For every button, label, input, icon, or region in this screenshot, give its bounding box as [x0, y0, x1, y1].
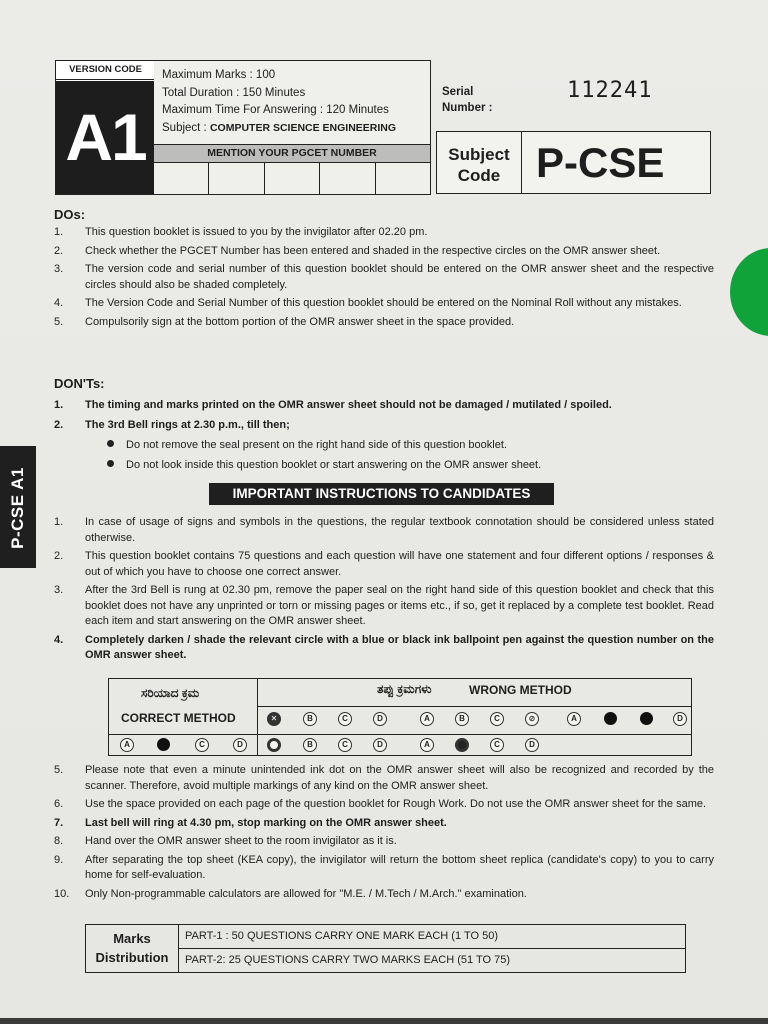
list-item: 6. Use the space provided on each page of the question booklet for Rough Work. Do not use the OMR answer sheet for the same. — [54, 798, 707, 810]
marks-distribution-table — [85, 924, 686, 973]
pgcet-cell — [320, 163, 375, 194]
list-item: 4. The Version Code and Serial Number of this question booklet should be entered on the Nominal Roll without any mistakes. — [54, 297, 682, 309]
version-code-value: A1 — [56, 81, 155, 195]
subject-code-label: Subject Code — [437, 132, 522, 193]
correct-method-label: CORRECT METHOD — [121, 711, 236, 725]
pgcet-number-cells — [154, 163, 430, 194]
exam-info-box — [154, 60, 431, 195]
bubble-b: B — [455, 712, 469, 726]
list-item: 5. Compulsorily sign at the bottom portion of the OMR answer sheet in the space provided. — [54, 315, 515, 328]
list-item: 2. This question booklet contains 75 questions and each question will have one statement and four different options / responses & out of which you have to choose one correct answer. — [54, 550, 714, 578]
max-marks: Maximum Marks : 100 — [162, 69, 276, 81]
bubble-filled — [640, 712, 653, 725]
subject-code-box — [436, 131, 711, 194]
instructions-list-b — [54, 763, 714, 902]
donts-list — [54, 398, 714, 433]
bubble-c: C — [338, 712, 352, 726]
pgcet-cell — [209, 163, 264, 194]
donts-heading: DON'Ts: — [54, 376, 105, 391]
bubble-filled — [604, 712, 617, 725]
bubble-d: D — [373, 712, 387, 726]
marking-method-table — [108, 678, 692, 756]
list-item: 3. The version code and serial number of this question booklet should be entered on the OMR answer sheet and the respective circles should also be shaded completely. — [54, 263, 714, 291]
bubble-partial — [455, 738, 469, 752]
max-answer-time: Maximum Time For Answering : 120 Minutes — [162, 104, 389, 116]
bubble-filled — [157, 738, 170, 751]
bubble-a: A — [420, 738, 434, 752]
important-instructions-heading: IMPORTANT INSTRUCTIONS TO CANDIDATES — [209, 483, 554, 505]
list-item: 1. This question booklet is issued to you by the invigilator after 02.20 pm. — [54, 226, 428, 238]
serial-number: 112241 — [567, 78, 653, 103]
bubble-d: D — [525, 738, 539, 752]
bubble-b: B — [303, 738, 317, 752]
serial-number-label: Serial Number : — [442, 86, 493, 114]
list-item: 8. Hand over the OMR answer sheet to the room invigilator as it is. — [54, 835, 397, 847]
list-item: 10. Only Non-programmable calculators are allowed for "M.E. / M.Tech / M.Arch." examination. — [54, 887, 527, 900]
bubble-slashed: ⊘ — [525, 712, 539, 726]
bubble-c: C — [490, 738, 504, 752]
bubble-crossed: ✕ — [267, 712, 281, 726]
bubble-d: D — [373, 738, 387, 752]
subject-line: Subject : COMPUTER SCIENCE ENGINEERING — [162, 121, 397, 134]
marks-distribution-label: Marks Distribution — [86, 925, 179, 972]
version-code-label: VERSION CODE — [56, 61, 155, 80]
subject-name: COMPUTER SCIENCE ENGINEERING — [209, 121, 397, 134]
total-duration: Total Duration : 150 Minutes — [162, 86, 306, 99]
list-item: 1. In case of usage of signs and symbols in the questions, the regular textbook connotation should be considered unless stated otherwise. — [54, 516, 714, 544]
list-item: 2. The 3rd Bell rings at 2.30 p.m., till then; — [54, 418, 290, 431]
bullet-item: Do not look inside this question booklet or start answering on the OMR answer sheet. — [107, 458, 541, 474]
bubble-a: A — [567, 712, 581, 726]
bubble-a: A — [420, 712, 434, 726]
bubble-partial — [267, 738, 281, 752]
list-item: 5. Please note that even a minute unintended ink dot on the OMR answer sheet will also be recognized and recorded by the scanner. Therefore, avoid multiple markings of any kind on the OMR answer sheet. — [54, 764, 714, 792]
wrong-method-kannada: ತಪ್ಪು ಕ್ರಮಗಳು — [377, 682, 432, 696]
bubble-a: A — [120, 738, 134, 752]
correct-method-kannada: ಸರಿಯಾದ ಕ್ರಮ — [141, 686, 200, 700]
bottom-edge — [0, 1018, 768, 1024]
dos-heading: DOs: — [54, 207, 86, 222]
marks-part-2: PART-2: 25 QUESTIONS CARRY TWO MARKS EACH (51 TO 75) — [185, 954, 510, 966]
dos-list — [54, 225, 714, 330]
list-item: 7. Last bell will ring at 4.30 pm, stop marking on the OMR answer sheet. — [54, 816, 447, 829]
subject-code-value: P-CSE — [536, 139, 665, 186]
pgcet-cell — [376, 163, 430, 194]
bubble-d: D — [673, 712, 687, 726]
wrong-method-label: WRONG METHOD — [469, 683, 572, 697]
pgcet-cell — [265, 163, 320, 194]
bubble-c: C — [490, 712, 504, 726]
pgcet-cell — [154, 163, 209, 194]
bullet-item: Do not remove the seal present on the right hand side of this question booklet. — [107, 438, 507, 454]
list-item: 9. After separating the top sheet (KEA copy), the invigilator will return the bottom sheet replica (candidate's copy) to you to carry home for self-evaluation. — [54, 853, 714, 881]
list-item: 4. Completely darken / shade the relevant circle with a blue or black ink ballpoint pen against the question number on the OMR answer sheet. — [54, 633, 714, 661]
list-item: 1. The timing and marks printed on the OMR answer sheet should not be damaged / mutilated / spoiled. — [54, 399, 612, 411]
list-item: 2. Check whether the PGCET Number has been entered and shaded in the respective circles on the OMR answer sheet. — [54, 244, 661, 257]
instructions-list-a — [54, 515, 714, 664]
bubble-d: D — [233, 738, 247, 752]
side-tab-label: P-CSE A1 — [8, 467, 27, 549]
bubble-c: C — [338, 738, 352, 752]
version-code-box — [55, 60, 156, 195]
green-seal-dot — [730, 248, 768, 336]
bubble-b: B — [303, 712, 317, 726]
marks-part-1: PART-1 : 50 QUESTIONS CARRY ONE MARK EACH (1 TO 50) — [179, 925, 685, 949]
mention-pgcet-label: MENTION YOUR PGCET NUMBER — [154, 144, 430, 163]
bubble-c: C — [195, 738, 209, 752]
list-item: 3. After the 3rd Bell is rung at 02.30 pm, remove the paper seal on the right hand side of this question booklet and check that this booklet does not have any unprinted or torn or missing pages or items etc., if so, get it replaced by a complete test booklet. Read each item and start answering on the OMR answer sheet. — [54, 584, 714, 627]
